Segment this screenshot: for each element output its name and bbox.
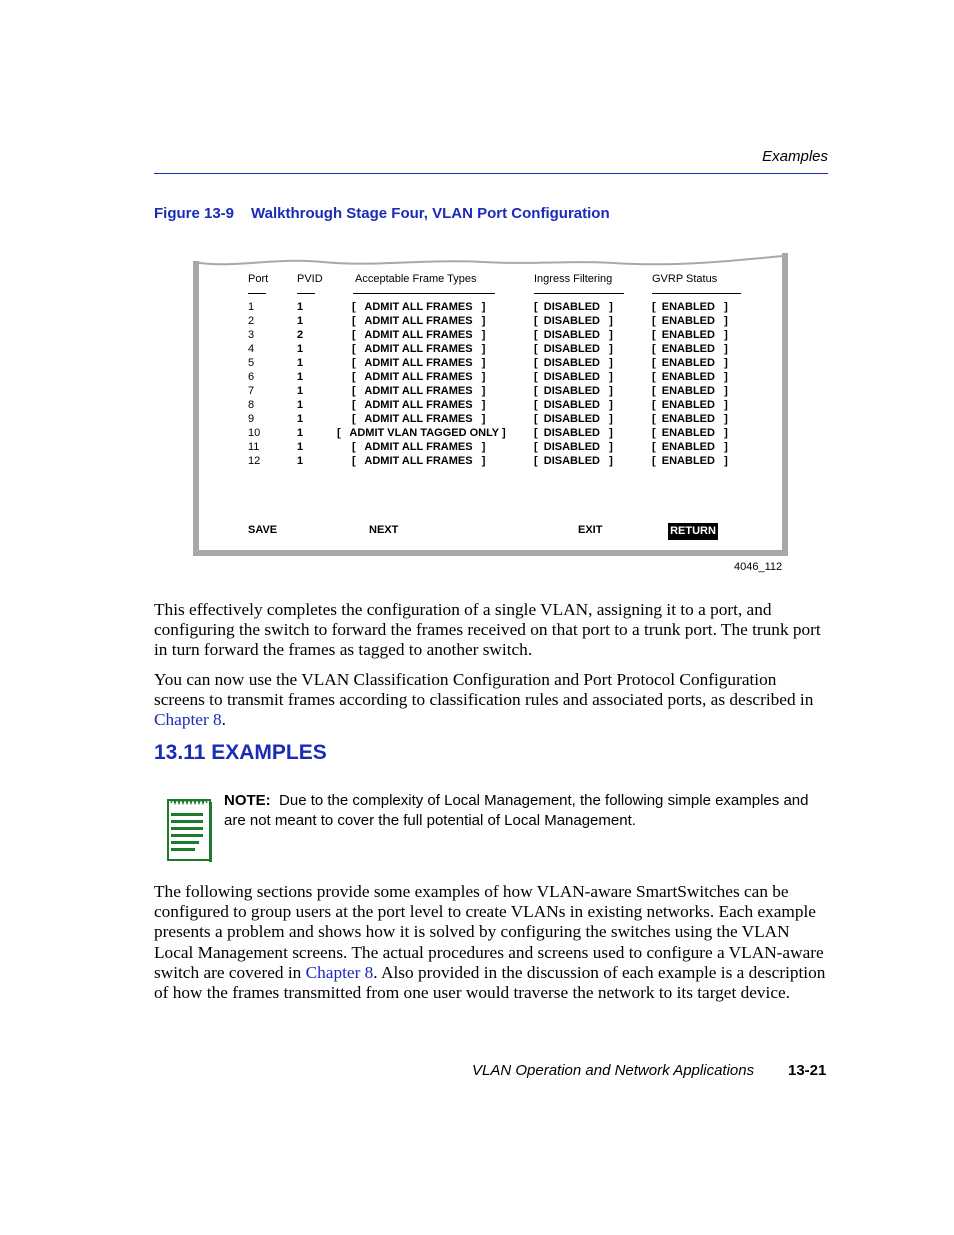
ingress-filtering-value[interactable]: [ DISABLED ] [534, 343, 613, 355]
ingress-filtering-value[interactable]: [ DISABLED ] [534, 455, 613, 467]
gvrp-status-value[interactable]: [ ENABLED ] [652, 301, 728, 313]
frame-type-value[interactable]: [ ADMIT ALL FRAMES ] [352, 315, 486, 327]
port-number: 6 [248, 371, 255, 383]
port-number: 3 [248, 329, 255, 341]
pvid-value[interactable]: 1 [297, 371, 304, 383]
header-underline [652, 293, 741, 294]
pvid-value[interactable]: 1 [297, 427, 304, 439]
frame-type-value[interactable]: [ ADMIT VLAN TAGGED ONLY ] [337, 427, 506, 439]
return-command[interactable]: RETURN [668, 523, 718, 540]
pvid-value[interactable]: 1 [297, 385, 304, 397]
paragraph-text: You can now use the VLAN Classification Configuration and Port Protocol Configuration screens to transmit frames according to classification rules and associated ports, as described in [154, 670, 814, 710]
save-command[interactable]: SAVE [248, 524, 278, 536]
footer-title: VLAN Operation and Network Applications [472, 1062, 755, 1079]
note-text: Due to the complexity of Local Management, the following simple examples and are not meant to cover the full potential of Local Management. [224, 792, 809, 829]
ingress-filtering-value[interactable]: [ DISABLED ] [534, 427, 613, 439]
header-underline [248, 293, 266, 294]
frame-type-value[interactable]: [ ADMIT ALL FRAMES ] [352, 343, 486, 355]
col-header-port: Port [248, 273, 269, 285]
frame-type-value[interactable]: [ ADMIT ALL FRAMES ] [352, 399, 486, 411]
frame-type-value[interactable]: [ ADMIT ALL FRAMES ] [352, 413, 486, 425]
gvrp-status-value[interactable]: [ ENABLED ] [652, 329, 728, 341]
ingress-filtering-value[interactable]: [ DISABLED ] [534, 371, 613, 383]
header-underline [297, 293, 315, 294]
frame-type-value[interactable]: [ ADMIT ALL FRAMES ] [352, 455, 486, 467]
port-number: 10 [248, 427, 261, 439]
frame-type-value[interactable]: [ ADMIT ALL FRAMES ] [352, 301, 486, 313]
chapter-link[interactable]: Chapter 8 [154, 710, 222, 730]
port-number: 9 [248, 413, 255, 425]
port-number: 1 [248, 301, 255, 313]
port-number: 7 [248, 385, 255, 397]
gvrp-status-value[interactable]: [ ENABLED ] [652, 413, 728, 425]
gvrp-status-value[interactable]: [ ENABLED ] [652, 315, 728, 327]
paragraph [154, 882, 830, 1003]
pvid-value[interactable]: 1 [297, 343, 304, 355]
paragraph: This effectively completes the configuration of a single VLAN, assigning it to a port, and configuring the switch to forward the frames received on that port to a trunk port. The trunk port in turn forward the frames as tagged to another switch. [154, 600, 821, 660]
port-number: 5 [248, 357, 255, 369]
pvid-value[interactable]: 1 [297, 441, 304, 453]
frame-type-value[interactable]: [ ADMIT ALL FRAMES ] [352, 357, 486, 369]
header-rule [154, 173, 828, 174]
col-header-ingress: Ingress Filtering [534, 273, 613, 285]
gvrp-status-value[interactable]: [ ENABLED ] [652, 441, 728, 453]
note-label: NOTE: [224, 792, 271, 809]
pvid-value[interactable]: 2 [297, 329, 304, 341]
port-number: 12 [248, 455, 261, 467]
header-underline [534, 293, 624, 294]
pvid-value[interactable]: 1 [297, 315, 304, 327]
gvrp-status-value[interactable]: [ ENABLED ] [652, 371, 728, 383]
ingress-filtering-value[interactable]: [ DISABLED ] [534, 301, 613, 313]
torn-edge [193, 253, 788, 273]
frame-right [782, 253, 788, 556]
ingress-filtering-value[interactable]: [ DISABLED ] [534, 441, 613, 453]
frame-left [193, 261, 199, 556]
running-head: Examples [762, 148, 828, 165]
gvrp-status-value[interactable]: [ ENABLED ] [652, 385, 728, 397]
paragraph-text: . [221, 710, 226, 730]
col-header-frame-types: Acceptable Frame Types [355, 273, 477, 285]
next-command[interactable]: NEXT [369, 524, 399, 536]
header-underline [353, 293, 495, 294]
gvrp-status-value[interactable]: [ ENABLED ] [652, 455, 728, 467]
port-number: 4 [248, 343, 255, 355]
gvrp-status-value[interactable]: [ ENABLED ] [652, 357, 728, 369]
gvrp-status-value[interactable]: [ ENABLED ] [652, 399, 728, 411]
frame-type-value[interactable]: [ ADMIT ALL FRAMES ] [352, 385, 486, 397]
paragraph-text: . Also provided in the discussion of each example is a description of how the frames transmitted from one user would traverse the network to its target device. [154, 962, 826, 1003]
figure-caption [154, 205, 610, 222]
ingress-filtering-value[interactable]: [ DISABLED ] [534, 315, 613, 327]
section-heading: 13.11 EXAMPLES [154, 741, 327, 764]
frame-type-value[interactable]: [ ADMIT ALL FRAMES ] [352, 329, 486, 341]
pvid-value[interactable]: 1 [297, 455, 304, 467]
ingress-filtering-value[interactable]: [ DISABLED ] [534, 329, 613, 341]
figure-id: 4046_112 [734, 561, 783, 573]
exit-command[interactable]: EXIT [578, 524, 603, 536]
ingress-filtering-value[interactable]: [ DISABLED ] [534, 399, 613, 411]
ingress-filtering-value[interactable]: [ DISABLED ] [534, 385, 613, 397]
gvrp-status-value[interactable]: [ ENABLED ] [652, 343, 728, 355]
port-number: 8 [248, 399, 255, 411]
pvid-value[interactable]: 1 [297, 357, 304, 369]
page-number: 13-21 [788, 1062, 827, 1079]
figure-number: Figure 13-9 [154, 205, 235, 222]
ingress-filtering-value[interactable]: [ DISABLED ] [534, 357, 613, 369]
port-number: 2 [248, 315, 255, 327]
frame-type-value[interactable]: [ ADMIT ALL FRAMES ] [352, 441, 486, 453]
note [224, 791, 830, 830]
frame-bottom [193, 550, 788, 556]
paragraph [154, 670, 830, 731]
paragraph-text: The following sections provide some examples of how VLAN-aware SmartSwitches can be configured to group users at the port level to create VLANs in existing networks. Each example presents a problem and shows how it is solved by configuring the switches using the VLAN Local Management screens. The actual procedures and screens used to configure a VLAN-aware switch are covered in [154, 882, 824, 982]
vlan-port-config-screen [193, 253, 788, 556]
col-header-pvid: PVID [297, 273, 323, 285]
notepad-icon [167, 795, 213, 868]
gvrp-status-value[interactable]: [ ENABLED ] [652, 427, 728, 439]
frame-type-value[interactable]: [ ADMIT ALL FRAMES ] [352, 371, 486, 383]
ingress-filtering-value[interactable]: [ DISABLED ] [534, 413, 613, 425]
pvid-value[interactable]: 1 [297, 301, 304, 313]
pvid-value[interactable]: 1 [297, 413, 304, 425]
col-header-gvrp: GVRP Status [652, 273, 718, 285]
port-number: 11 [248, 441, 260, 453]
pvid-value[interactable]: 1 [297, 399, 304, 411]
chapter-link[interactable]: Chapter 8 [305, 962, 374, 982]
figure-title: Walkthrough Stage Four, VLAN Port Configuration [251, 205, 610, 222]
